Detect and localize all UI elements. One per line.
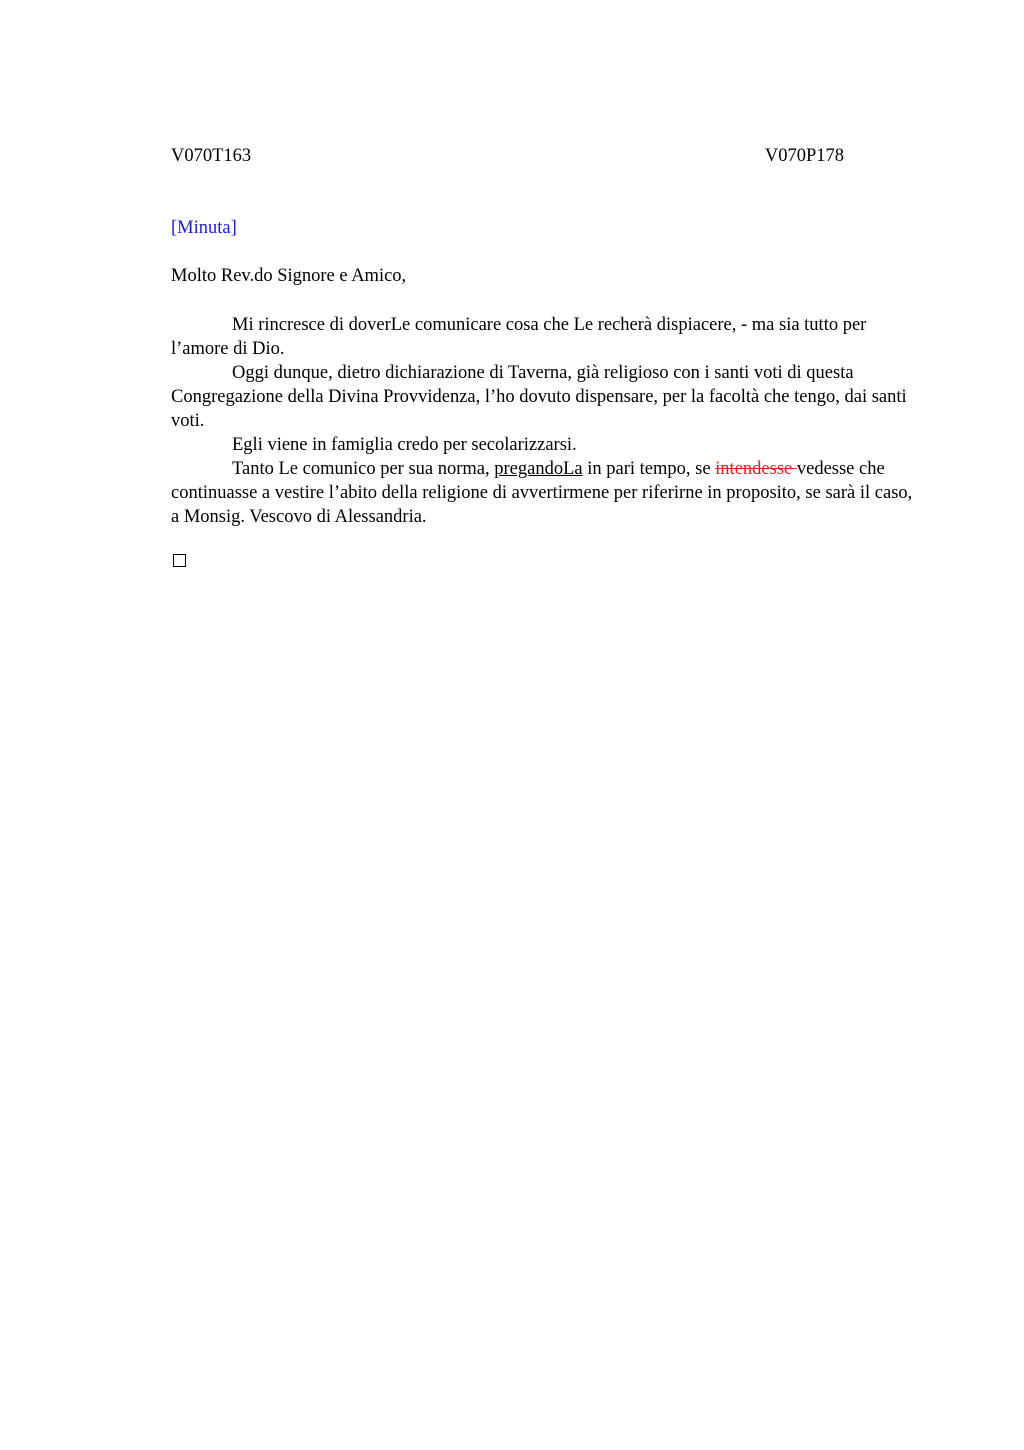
document-code-left: V070T163 bbox=[171, 146, 252, 166]
reference-row bbox=[171, 146, 844, 170]
paragraph-1: Mi rincresce di doverLe comunicare cosa che Le recherà dispiacere, - ma sia tutto per l’amore di Dio. bbox=[171, 315, 867, 359]
minuta-tag: [Minuta] bbox=[171, 218, 237, 238]
underlined-word: pregandoLa bbox=[494, 459, 583, 479]
paragraph-4-part-1: Tanto Le comunico per sua norma, bbox=[232, 459, 495, 479]
paragraph-4 bbox=[171, 457, 921, 529]
paragraph-2: Oggi dunque, dietro dichiarazione di Taverna, già religioso con i santi voti di questa Congregazione della Divina Provvidenza, l’ho dovuto dispensare, per la facoltà che tengo, dai santi voti. bbox=[171, 363, 907, 431]
document-code-right: V070P178 bbox=[764, 146, 844, 166]
struck-word: intendesse bbox=[715, 459, 797, 479]
letter-body bbox=[171, 313, 921, 529]
paragraph-3: Egli viene in famiglia credo per secolarizzarsi. bbox=[232, 435, 577, 455]
paragraph-4-part-2: in pari tempo, se bbox=[582, 459, 716, 479]
end-of-document-box-icon bbox=[173, 554, 186, 567]
paragraph-4-part-3: vedesse che continuasse a vestire l’abito della religione di avvertirmene per riferirne in proposito, se sarà il caso, a Monsig. Vescovo di Alessandria. bbox=[171, 459, 913, 527]
salutation: Molto Rev.do Signore e Amico, bbox=[171, 266, 407, 286]
